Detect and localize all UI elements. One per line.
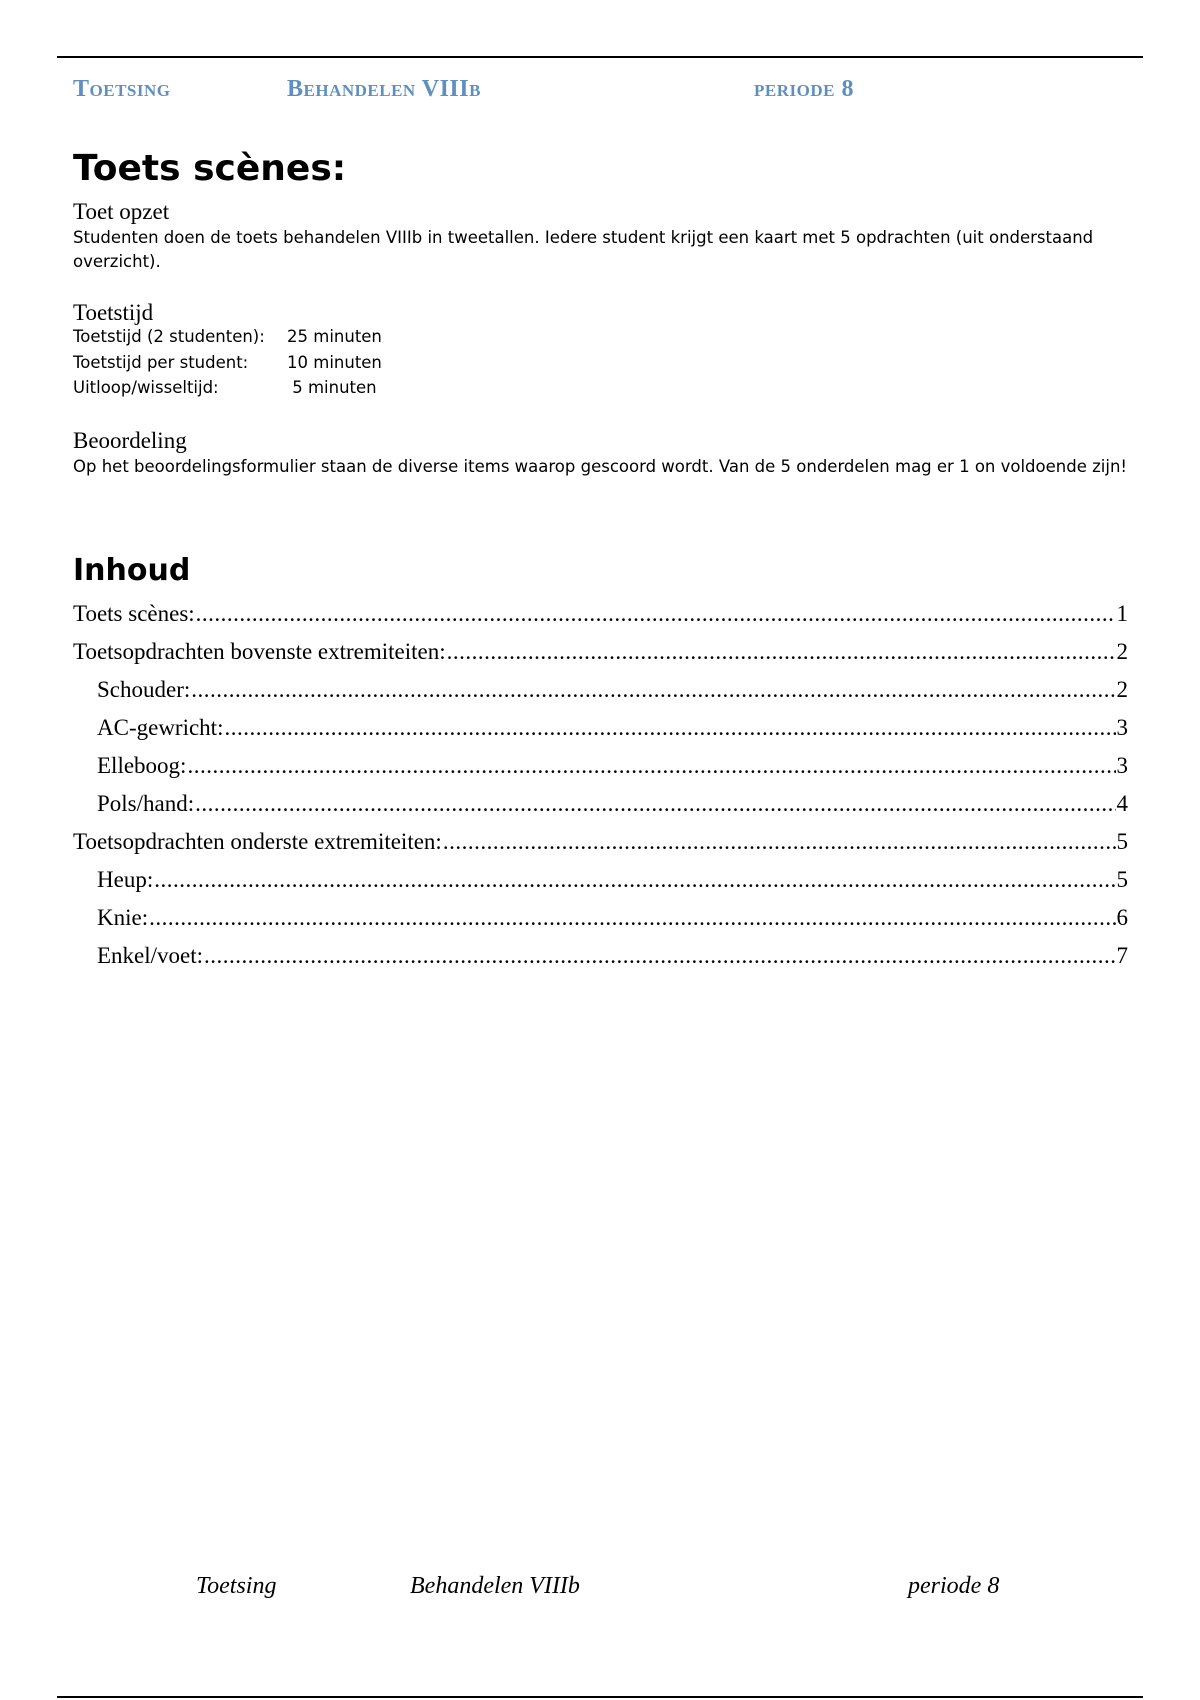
toc-heading: Inhoud [73,553,191,588]
toc-entry-page: 2 [1116,677,1128,702]
toc-entry-title: Schouder: [97,677,191,702]
toc-entry[interactable] [73,867,1128,905]
toc-entry-page: 7 [1116,943,1128,968]
toc-entry-title: Pols/hand: [97,791,195,816]
toc-entry-page: 1 [1116,601,1128,626]
toc-leader-dots [443,829,1116,855]
timing-label: Uitloop/wisseltijd: [73,378,219,397]
timing-value: 10 minuten [287,353,382,372]
toc-entry-page: 5 [1116,829,1128,854]
header-subject: Behandelen VIIIb [287,76,481,102]
opzet-heading: Toet opzet [73,199,170,224]
opzet-text: Studenten doen de toets behandelen VIIIb in tweetallen. Iedere student krijgt een kaart met 5 opdrachten (uit onderstaand overzicht). [73,228,1094,271]
timing-row [73,378,377,397]
toc-leader-dots [149,905,1115,931]
toc-leader-dots [195,791,1115,817]
header-period: periode 8 [754,76,854,102]
toc-entry-page: 3 [1116,715,1128,740]
toc-entry[interactable] [73,791,1128,829]
toc-entry-title: Enkel/voet: [97,943,204,968]
toc-leader-dots [196,601,1116,627]
timing-label: Toetstijd per student: [73,353,249,372]
toc-entry-title: Toetsopdrachten onderste extremiteiten: [73,829,442,854]
timing-row [73,327,382,346]
toc-entry-title: Toetsopdrachten bovenste extremiteiten: [73,639,446,664]
table-of-contents [73,601,1128,981]
toc-entry-title: Heup: [97,867,154,892]
toc-entry[interactable] [73,905,1128,943]
toc-leader-dots [187,753,1115,779]
footer-period: periode 8 [908,1573,1000,1599]
footer-rule [57,1696,1143,1698]
toc-entry[interactable] [73,943,1128,981]
footer-subject: Behandelen VIIIb [410,1573,580,1599]
beoordeling-text: Op het beoordelingsformulier staan de diverse items waarop gescoord wordt. Van de 5 onderdelen mag er 1 on voldoende zijn! [73,457,1128,476]
toc-entry-title: Toets scènes: [73,601,195,626]
timing-label: Toetstijd (2 studenten): [73,327,265,346]
toc-entry-page: 3 [1116,753,1128,778]
toc-entry[interactable] [73,677,1128,715]
toc-entry-page: 5 [1116,867,1128,892]
toc-entry[interactable] [73,715,1128,753]
toc-entry[interactable] [73,829,1128,867]
footer-course: Toetsing [196,1573,277,1599]
toc-entry-title: Elleboog: [97,753,187,778]
timing-value: 5 minuten [287,378,377,397]
toc-leader-dots [447,639,1116,665]
beoordeling-heading: Beoordeling [73,428,187,453]
toc-leader-dots [204,943,1115,969]
toc-entry-page: 6 [1116,905,1128,930]
toc-entry-title: Knie: [97,905,149,930]
timing-value: 25 minuten [287,327,382,346]
page-title: Toets scènes: [73,148,347,189]
toc-leader-dots [224,715,1115,741]
timing-row [73,353,382,372]
toc-entry[interactable] [73,639,1128,677]
header-rule [57,56,1143,58]
header-course: Toetsing [73,76,171,102]
toc-entry-page: 2 [1116,639,1128,664]
toc-entry[interactable] [73,753,1128,791]
toc-leader-dots [191,677,1115,703]
toetstijd-heading: Toetstijd [73,300,154,325]
toc-leader-dots [154,867,1115,893]
toc-entry-title: AC-gewricht: [97,715,224,740]
toc-entry[interactable] [73,601,1128,639]
toc-entry-page: 4 [1116,791,1128,816]
